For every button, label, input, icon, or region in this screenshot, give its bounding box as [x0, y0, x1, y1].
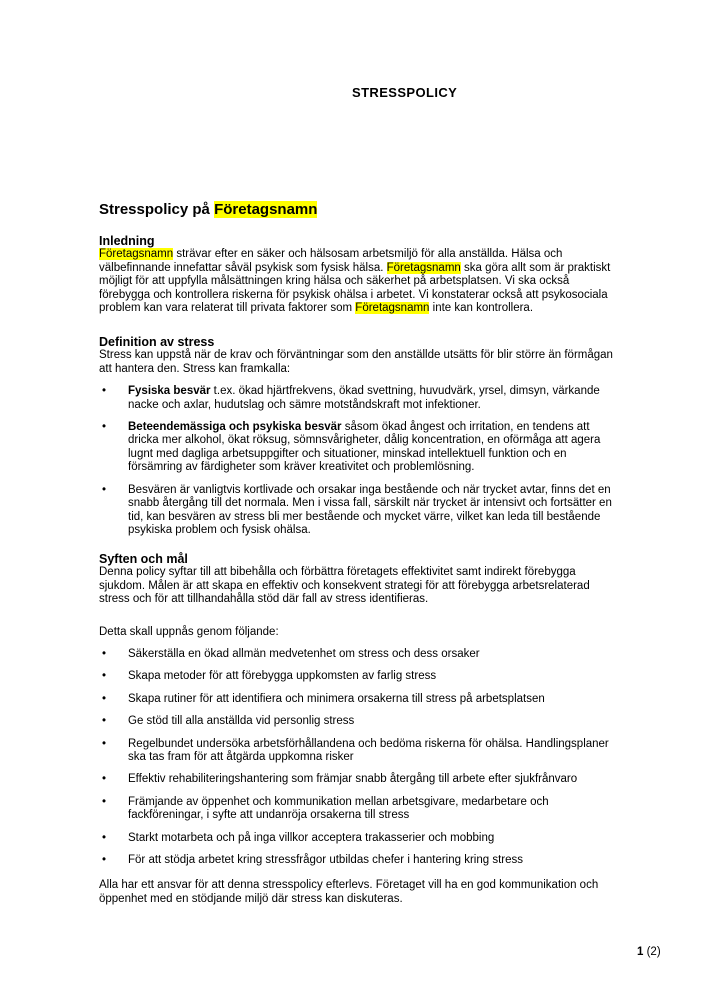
footer-page-number: 1 (2) — [637, 946, 661, 958]
bullet-icon: • — [102, 737, 107, 750]
list-item — [99, 773, 613, 786]
section-heading-definition: Definition av stress — [99, 335, 215, 350]
paragraph-lead-in: Detta skall uppnås genom följande: — [99, 625, 279, 638]
definition-bullet-list — [99, 385, 613, 537]
list-item — [99, 693, 613, 706]
paragraph-inledning: Företagsnamn strävar efter en säker och hälsosam arbetsmiljö för alla anställda. Hälsa och välbefinnande innefattar såväl psykisk som fysisk hälsa. Företagsnamn ska göra allt som är praktiskt möjligt för att uppfylla målsättningen kring hälsa och säkerhet på arbetsplatsen. Vi ska också förebygga och kontrollera riskerna för psykisk ohälsa i arbetet. Vi konstaterar också att psykosociala problem kan vara relaterat till privata faktorer som Företagsnamn inte kan kontrollera. — [99, 248, 611, 315]
list-item-text: Säkerställa en ökad allmän medvetenhet om stress och dess orsaker — [128, 647, 480, 660]
list-item-text: Beteendemässiga och psykiska besvär såsom ökad ångest och irritation, en tendens att dricka mer alkohol, ökat röksug, sömnsvårigheter, dålig koncentration, en oförmåga att agera lugnt med dagliga arbetsuppgifter och situationer, minskad intellektuell funktion och en försämring av färdigheter som kräver kreativitet och problemlösning. — [128, 421, 601, 474]
bullet-icon: • — [102, 795, 107, 808]
bullet-icon: • — [102, 854, 107, 866]
list-item-text: För att stödja arbetet kring stressfrågor utbildas chefer i hantering kring stress — [128, 854, 524, 866]
list-item — [99, 484, 613, 538]
bullet-icon: • — [102, 647, 107, 660]
list-item-text: Skapa metoder för att förebygga uppkomsten av farlig stress — [128, 670, 437, 683]
header-title: STRESSPOLICY — [352, 85, 458, 100]
paragraph-syften: Denna policy syftar till att bibehålla och förbättra företagets effektivitet samt indirekt förebygga sjukdom. Målen är att skapa en effektiv och konsekvent strategi för att förebygga arbetsrelaterad stress och för att tillhandahålla stöd där fall av stress identifieras. — [99, 566, 590, 606]
section-heading-inledning: Inledning — [99, 234, 155, 249]
list-item — [99, 715, 613, 728]
list-item — [99, 796, 613, 823]
document-content — [99, 0, 613, 906]
bullet-icon: • — [102, 483, 107, 496]
bullet-icon: • — [102, 715, 107, 728]
list-item — [99, 832, 613, 845]
list-item — [99, 854, 613, 867]
list-item-text: Främjande av öppenhet och kommunikation mellan arbetsgivare, medarbetare och fackföreningar, i syfte att undanröja orsakerna till stress — [128, 795, 549, 822]
list-item — [99, 648, 613, 661]
bullet-icon: • — [102, 692, 107, 705]
bullet-icon: • — [102, 831, 107, 844]
list-item-text: Skapa rutiner för att identifiera och minimera orsakerna till stress på arbetsplatsen — [128, 692, 545, 705]
list-item-text: Regelbundet undersöka arbetsförhållandena och bedöma riskerna för ohälsa. Handlingsplaner ska tas fram för att åtgärda uppkomna risker — [128, 737, 609, 763]
document-title: Stresspolicy på Företagsnamn — [99, 201, 318, 219]
list-item-text: Fysiska besvär t.ex. ökad hjärtfrekvens, ökad svettning, huvudvärk, yrsel, dimsyn, värkande nacke och axlar, hudutslag och sämre motståndskraft mot infektioner. — [128, 385, 600, 411]
list-item — [99, 670, 613, 683]
list-item — [99, 421, 613, 475]
bullet-icon: • — [102, 773, 107, 786]
list-item-text: Ge stöd till alla anställda vid personlig stress — [128, 715, 355, 728]
bullet-icon: • — [102, 421, 107, 434]
bullet-icon: • — [102, 670, 107, 683]
paragraph-closing: Alla har ett ansvar för att denna stresspolicy efterlevs. Företaget vill ha en god kommunikation och öppenhet med en stödjande miljö där stress kan diskuteras. — [99, 879, 599, 905]
section-heading-syften: Syften och mål — [99, 552, 188, 567]
goals-bullet-list — [99, 648, 613, 867]
paragraph-definition: Stress kan uppstå när de krav och förväntningar som den anställde utsätts för blir större än förmågan att hantera den. Stress kan framkalla: — [99, 349, 613, 375]
list-item — [99, 385, 613, 412]
list-item-text: Effektiv rehabiliteringshantering som främjar snabb återgång till arbete efter sjukfrånvaro — [128, 773, 578, 786]
list-item-text: Starkt motarbeta och på inga villkor acceptera trakasserier och mobbing — [128, 831, 495, 844]
list-item — [99, 738, 613, 765]
bullet-icon: • — [102, 385, 107, 398]
list-item-text: Besvären är vanligtvis kortlivade och orsakar inga bestående och när trycket avtar, finns det en snabb återgång till det normala. Men i vissa fall, särskilt när trycket är intensivt och fortsätter en tid, kan besvären av stress bli mer bestående och mycket värre, vilket kan leda till bestående psykiska problem och fysisk ohälsa. — [128, 483, 612, 536]
